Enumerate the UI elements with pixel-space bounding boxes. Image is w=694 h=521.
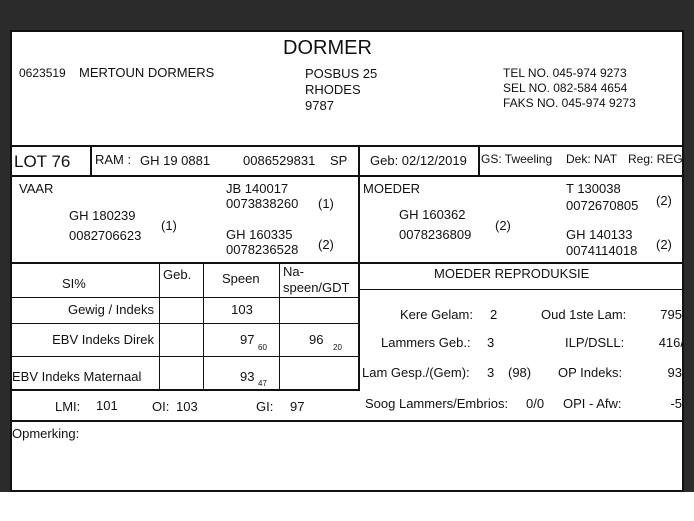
ilp-dsll-value: 416/ [658,335,684,350]
gs-birth-status: GS: Tweeling [481,152,553,166]
kere-gelam-label: Kere Gelam: [400,307,473,322]
ram-grade: SP [330,153,348,168]
lam-gesp-label: Lam Gesp./(Gem): [362,365,470,380]
vaar-sire-number: 0073838260 [226,196,299,211]
naspeen-header: Na- speen/GDT [283,264,350,295]
gi-value: 97 [290,399,305,414]
lot-number: LOT 76 [14,152,71,171]
opi-afw-value: -5 [670,396,682,411]
vaar-number: 0082706623 [69,228,142,243]
col-line-speen [203,263,204,389]
oud-lam-value: 795 [660,307,682,322]
row-label-ebv-direk: EBV Indeks Direk [52,332,154,347]
lam-gesp-gem: (98) [508,365,532,380]
lam-gesp-value: 3 [487,365,495,380]
ilp-dsll-label: ILP/DSLL: [565,335,625,350]
naspeen-sub-direk: 20 [333,343,342,352]
divider-lot [90,146,92,176]
dek-mating: Dek: NAT [566,152,618,166]
sel-number: SEL NO. 082-584 4654 [503,81,628,95]
page-bottom-strip [0,492,694,521]
vaar-dam-id: GH 160335 [226,227,293,242]
vaar-dam-mark: (2) [318,237,334,252]
col-line-naspeen [279,263,280,389]
divider-header [10,145,684,147]
repro-title-line [359,289,684,290]
moeder-dam-id: GH 140133 [566,227,633,242]
ram-id: GH 19 0881 [140,153,211,168]
moeder-mark: (2) [495,218,511,233]
breeder-name: MERTOUN DORMERS [79,65,215,80]
oud-lam-label: Oud 1ste Lam: [541,307,627,322]
op-indeks-value: 93 [667,365,682,380]
flock-number: 0623519 [19,66,66,80]
oi-value: 103 [176,399,198,414]
speen-sub-maternaal: 47 [258,379,267,388]
vaar-mark: (1) [161,218,177,233]
vaar-id: GH 180239 [69,208,136,223]
vaar-dam-number: 0078236528 [226,242,299,257]
faks-number: FAKS NO. 045-974 9273 [503,96,636,110]
moeder-dam-mark: (2) [656,237,672,252]
vaar-sire-id: JB 140017 [226,181,289,196]
speen-value-maternaal: 93 [240,369,255,384]
row-label-gewig: Gewig / Indeks [68,302,154,317]
soog-lammers-label: Soog Lammers/Embrios: [365,396,509,411]
birth-date: Geb: 02/12/2019 [370,153,467,168]
gi-label: GI: [256,399,274,414]
oi-label: OI: [152,399,170,414]
address-line-3: 9787 [305,98,334,113]
tel-number: TEL NO. 045-974 9273 [503,66,627,80]
col-line-geb [159,263,160,389]
repro-title: MOEDER REPRODUKSIE [434,266,590,281]
divider-center [358,176,360,390]
row-line-3 [10,356,358,357]
lammers-geb-value: 3 [487,335,495,350]
moeder-dam-number: 0074114018 [566,243,638,258]
divider-gs [478,146,480,176]
divider-geb [358,146,360,176]
speen-sub-direk: 60 [258,343,267,352]
speen-header: Speen [222,271,260,286]
soog-lammers-value: 0/0 [526,396,545,411]
op-indeks-label: OP Indeks: [558,365,623,380]
moeder-sire-mark: (2) [656,193,672,208]
divider-lot-row [10,175,684,177]
row-label-ebv-maternaal: EBV Indeks Maternaal [12,369,142,384]
address-line-2: RHODES [305,82,361,97]
breed-title: DORMER [283,37,372,59]
moeder-number: 0078236809 [399,227,472,242]
opi-afw-label: OPI - Afw: [563,396,622,411]
moeder-sire-id: T 130038 [566,181,621,196]
ram-label: RAM : [95,152,132,167]
si-header: SI% [62,276,86,291]
divider-si-table [10,389,360,391]
row-line-2 [10,323,358,324]
moeder-label: MOEDER [363,181,421,196]
ram-number: 0086529831 [243,153,316,168]
vaar-label: VAAR [19,181,54,196]
reg-status: Reg: REG [628,152,683,166]
lmi-value: 101 [96,398,118,413]
moeder-id: GH 160362 [399,207,466,222]
lammers-geb-label: Lammers Geb.: [381,335,471,350]
speen-value-direk: 97 [240,332,255,347]
vaar-sire-mark: (1) [318,196,334,211]
row-line-1 [10,297,358,298]
naspeen-value-direk: 96 [309,332,324,347]
geb-header: Geb. [163,267,192,282]
divider-indices [10,420,684,422]
lmi-label: LMI: [55,399,81,414]
address-line-1: POSBUS 25 [305,66,378,81]
opmerking-label: Opmerking: [12,426,80,441]
kere-gelam-value: 2 [490,307,498,322]
speen-value-gewig: 103 [231,302,253,317]
moeder-sire-number: 0072670805 [566,198,639,213]
